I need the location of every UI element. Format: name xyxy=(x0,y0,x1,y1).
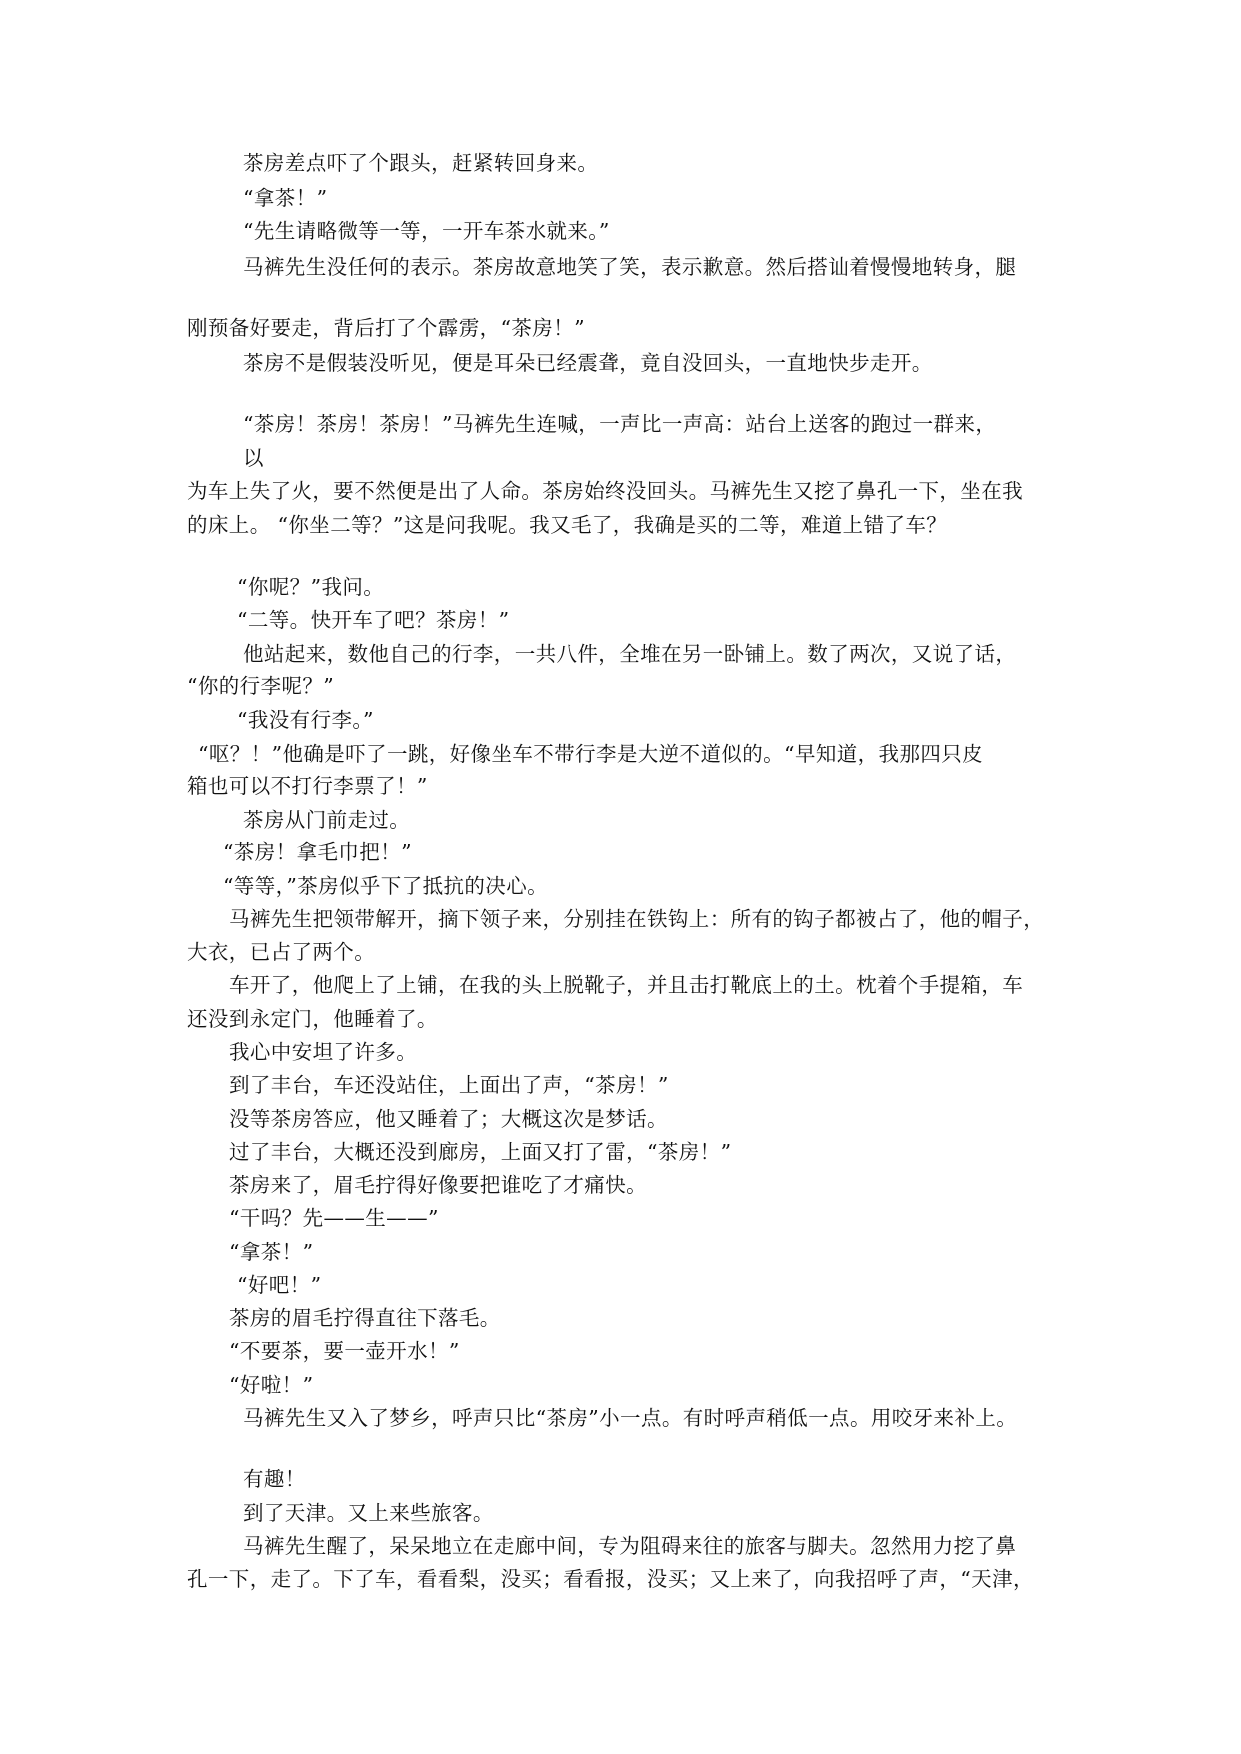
text-line: “二等。快开车了吧？茶房！” xyxy=(237,608,510,632)
text-line: 还没到永定门，他睡着了。 xyxy=(187,1007,438,1031)
text-line: “好啦！” xyxy=(229,1373,314,1397)
text-line: “茶房！拿毛巾把！” xyxy=(223,840,412,864)
text-line: 茶房的眉毛拧得直往下落毛。 xyxy=(229,1306,501,1330)
text-line: “等等，”茶房似乎下了抵抗的决心。 xyxy=(223,874,549,898)
text-line: 过了丰台，大概还没到廊房，上面又打了雷，“茶房！” xyxy=(229,1140,732,1164)
text-line: 茶房来了，眉毛拧得好像要把谁吃了才痛快。 xyxy=(229,1173,647,1197)
text-line: 车开了，他爬上了上铺，在我的头上脱靴子，并且击打靴底上的土。枕着个手提箱，车 xyxy=(229,973,1024,997)
text-line: 为车上失了火，要不然便是出了人命。茶房始终没回头。马裤先生又挖了鼻孔一下，坐在我 xyxy=(187,479,1023,503)
text-line: 茶房从门前走过。 xyxy=(243,808,411,832)
text-line: 大衣，已占了两个。 xyxy=(187,940,376,964)
text-line: “呕？！”他确是吓了一跳，好像坐车不带行李是大逆不道似的。“早知道，我那四只皮 xyxy=(198,742,984,766)
text-line: 马裤先生醒了，呆呆地立在走廊中间，专为阻碍来往的旅客与脚夫。忽然用力挖了鼻 xyxy=(243,1534,1017,1558)
text-line: 马裤先生把领带解开，摘下领子来，分别挂在铁钩上：所有的钩子都被占了，他的帽子， xyxy=(229,907,1045,931)
text-line: “先生请略微等一等，一开车茶水就来。” xyxy=(243,219,610,243)
text-line: 的床上。 “你坐二等？”这是问我呢。我又毛了，我确是买的二等，难道上错了车？ xyxy=(187,513,948,537)
text-line: 箱也可以不打行李票了！” xyxy=(187,774,428,798)
text-line: 到了天津。又上来些旅客。 xyxy=(243,1501,494,1525)
text-line: “茶房！茶房！茶房！”马裤先生连喊，一声比一声高：站台上送客的跑过一群来， xyxy=(243,412,997,436)
text-line: 马裤先生又入了梦乡，呼声只比“茶房”小一点。有时呼声稍低一点。用咬牙来补上。 xyxy=(243,1406,1018,1430)
text-line: “拿茶！” xyxy=(229,1240,314,1264)
text-line: 没等茶房答应，他又睡着了；大概这次是梦话。 xyxy=(229,1107,668,1131)
text-line: 以 xyxy=(243,446,264,470)
text-line: 茶房不是假装没听见，便是耳朵已经震聋，竟自没回头，一直地快步走开。 xyxy=(243,351,933,375)
text-line: 我心中安坦了许多。 xyxy=(229,1040,418,1064)
text-line: 刚预备好要走，背后打了个霹雳，“茶房！” xyxy=(187,316,585,340)
text-line: 茶房差点吓了个跟头，赶紧转回身来。 xyxy=(243,151,599,175)
text-line: “好吧！” xyxy=(237,1273,322,1297)
text-line: “你的行李呢？” xyxy=(187,674,335,698)
text-line: “你呢？”我问。 xyxy=(237,575,385,599)
text-line: “干吗？先——生——” xyxy=(229,1206,439,1230)
text-line: 孔一下，走了。下了车，看看梨，没买；看看报，没买；又上来了，向我招呼了声，“天津， xyxy=(187,1567,1034,1591)
text-line: “不要茶，要一壶开水！” xyxy=(229,1339,460,1363)
text-line: “我没有行李。” xyxy=(237,708,374,732)
text-line: 他站起来，数他自己的行李，一共八件，全堆在另一卧铺上。数了两次，又说了话， xyxy=(243,642,1017,666)
text-line: 有趣！ xyxy=(243,1467,306,1491)
text-line: 马裤先生没任何的表示。茶房故意地笑了笑，表示歉意。然后搭讪着慢慢地转身，腿 xyxy=(243,255,1017,279)
text-line: “拿茶！” xyxy=(243,186,328,210)
text-line: 到了丰台，车还没站住，上面出了声，“茶房！” xyxy=(229,1073,669,1097)
